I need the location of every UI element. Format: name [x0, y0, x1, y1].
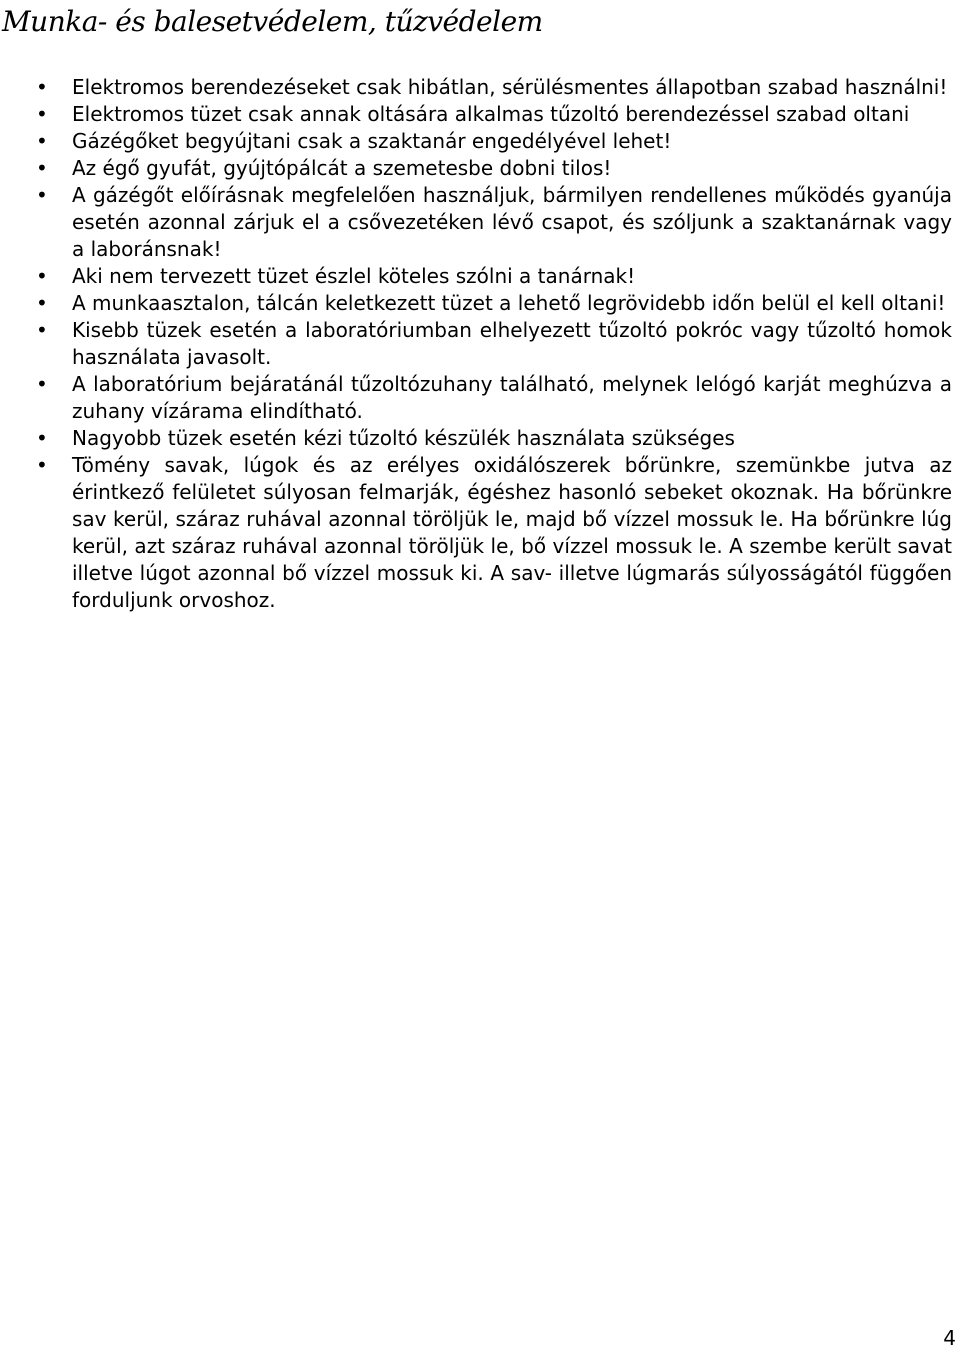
list-item [36, 155, 952, 182]
list-item [36, 290, 952, 317]
list-item-text: Elektromos berendezéseket csak hibátlan, sérülésmentes állapotban szabad használni! [72, 75, 948, 99]
bullet-icon: • [36, 156, 48, 180]
safety-rules-list [36, 74, 952, 614]
list-item-text: Nagyobb tüzek esetén kézi tűzoltó készülék használata szükséges [72, 426, 735, 450]
bullet-icon: • [36, 102, 48, 126]
list-item-text: Tömény savak, lúgok és az erélyes oxidálószerek bőrünkre, szemünkbe jutva az érintkező felületet súlyosan felmarják, égéshez hasonló sebeket okoznak. Ha bőrünkre sav kerül, száraz ruhával azonnal töröljük le, majd bő vízzel mossuk le. Ha bőrünkre lúg kerül, azt száraz ruhával azonnal töröljük le, bő vízzel mossuk le. A szembe került savat illetve lúgot azonnal bő vízzel mossuk ki. A sav- illetve lúgmarás súlyosságától függően forduljunk orvoshoz. [72, 453, 952, 612]
list-item-text: A munkaasztalon, tálcán keletkezett tüzet a lehető legrövidebb időn belül el kell oltani! [72, 291, 946, 315]
list-item-text: Az égő gyufát, gyújtópálcát a szemetesbe dobni tilos! [72, 156, 612, 180]
list-item-text: Aki nem tervezett tüzet észlel köteles szólni a tanárnak! [72, 264, 636, 288]
list-item [36, 371, 952, 425]
list-item-text: A gázégőt előírásnak megfelelően használjuk, bármilyen rendellenes működés gyanúja esetén azonnal zárjuk el a csővezetéken lévő csapot, és szóljunk a szaktanárnak vagy a laboránsnak! [72, 183, 952, 261]
list-item [36, 452, 952, 614]
list-item [36, 74, 952, 101]
bullet-icon: • [36, 291, 48, 315]
list-item-text: A laboratórium bejáratánál tűzoltózuhany található, melynek lelógó karját meghúzva a zuhany vízárama elindítható. [72, 372, 952, 423]
bullet-icon: • [36, 183, 48, 207]
bullet-icon: • [36, 264, 48, 288]
bullet-icon: • [36, 75, 48, 99]
list-item [36, 182, 952, 263]
list-item [36, 317, 952, 371]
list-item [36, 101, 952, 128]
page-number: 4 [943, 1326, 956, 1350]
bullet-icon: • [36, 318, 48, 342]
bullet-icon: • [36, 426, 48, 450]
list-item-text: Gázégőket begyújtani csak a szaktanár engedélyével lehet! [72, 129, 672, 153]
page-title: Munka- és balesetvédelem, tűzvédelem [2, 5, 543, 38]
list-item [36, 263, 952, 290]
bullet-icon: • [36, 372, 48, 396]
list-item [36, 128, 952, 155]
list-item-text: Kisebb tüzek esetén a laboratóriumban elhelyezett tűzoltó pokróc vagy tűzoltó homok használata javasolt. [72, 318, 952, 369]
list-item-text: Elektromos tüzet csak annak oltására alkalmas tűzoltó berendezéssel szabad oltani [72, 102, 910, 126]
bullet-icon: • [36, 129, 48, 153]
bullet-icon: • [36, 453, 48, 477]
list-item [36, 425, 952, 452]
